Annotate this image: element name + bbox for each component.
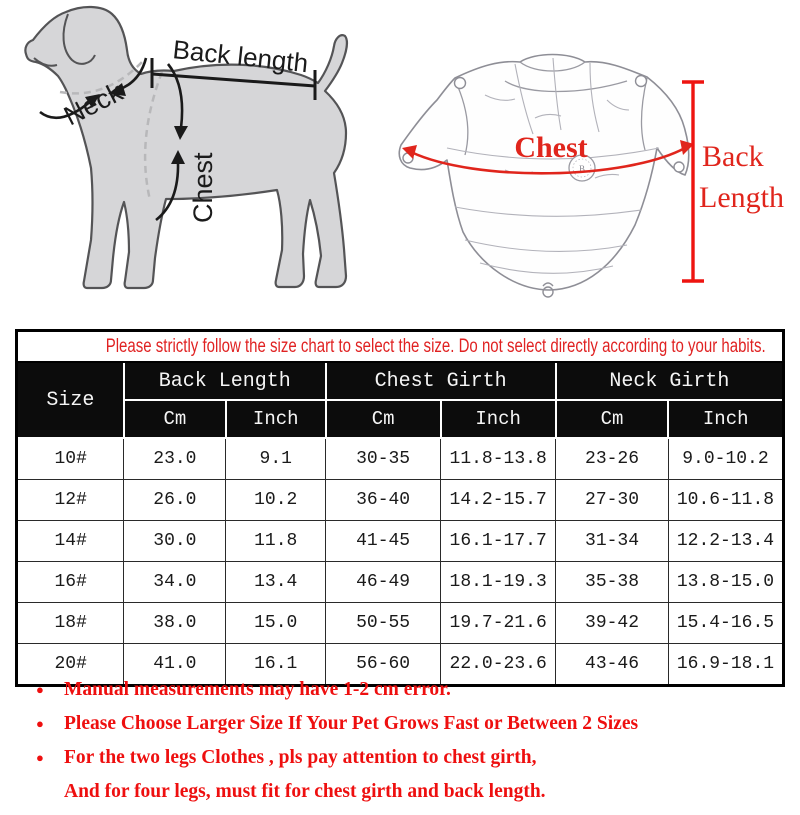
dog-neck-label: Neck xyxy=(59,76,128,132)
measurement-figures xyxy=(0,0,800,326)
unit-header: Inch xyxy=(668,400,783,438)
dog-back-length-label: Back length xyxy=(171,34,310,79)
note-text: For the two legs Clothes , pls pay attention to chest girth, xyxy=(64,747,537,768)
table-row xyxy=(17,438,784,480)
table-cell: 15.4-16.5 xyxy=(668,603,783,644)
table-cell: 38.0 xyxy=(124,603,226,644)
table-cell: 11.8 xyxy=(226,521,326,562)
table-cell: 34.0 xyxy=(124,562,226,603)
jacket-back-label-line1: Back xyxy=(702,140,764,173)
table-cell: 41.0 xyxy=(124,644,226,686)
note-item xyxy=(36,713,776,734)
warning-banner xyxy=(17,331,784,363)
size-chart-table xyxy=(15,329,785,687)
table-cell: 43-46 xyxy=(556,644,669,686)
bullet-icon: ● xyxy=(36,716,44,731)
jacket-back-label-line2: Length xyxy=(699,181,784,214)
table-cell: 18.1-19.3 xyxy=(441,562,556,603)
unit-header: Cm xyxy=(124,400,226,438)
chest-girth-group-header: Chest Girth xyxy=(326,362,556,400)
table-cell: 23.0 xyxy=(124,438,226,480)
note-item xyxy=(36,747,776,768)
size-cell: 12# xyxy=(17,480,124,521)
warning-text: Please strictly follow the size chart to select the size. Do not select directly according to your habits. xyxy=(105,335,766,357)
table-cell: 15.0 xyxy=(226,603,326,644)
warning-row xyxy=(17,331,784,363)
table-cell: 19.7-21.6 xyxy=(441,603,556,644)
table-cell: 9.0-10.2 xyxy=(668,438,783,480)
table-cell: 13.4 xyxy=(226,562,326,603)
neck-girth-group-header: Neck Girth xyxy=(556,362,784,400)
table-cell: 26.0 xyxy=(124,480,226,521)
dog-chest-label: Chest xyxy=(188,152,218,223)
table-cell: 10.6-11.8 xyxy=(668,480,783,521)
unit-header: Cm xyxy=(326,400,441,438)
table-cell: 23-26 xyxy=(556,438,669,480)
size-cell: 14# xyxy=(17,521,124,562)
size-column-header: Size xyxy=(17,362,124,438)
table-cell: 22.0-23.6 xyxy=(441,644,556,686)
table-cell: 9.1 xyxy=(226,438,326,480)
table-cell: 36-40 xyxy=(326,480,441,521)
table-cell: 31-34 xyxy=(556,521,669,562)
unit-header: Inch xyxy=(226,400,326,438)
unit-header: Inch xyxy=(441,400,556,438)
note-text: Please Choose Larger Size If Your Pet Grows Fast or Between 2 Sizes xyxy=(64,713,639,734)
table-cell: 16.9-18.1 xyxy=(668,644,783,686)
table-row xyxy=(17,603,784,644)
note-text: And for four legs, must fit for chest girth and back length. xyxy=(64,781,546,802)
header-group-row xyxy=(17,362,784,400)
table-cell: 35-38 xyxy=(556,562,669,603)
table-cell: 50-55 xyxy=(326,603,441,644)
header-units-row xyxy=(17,400,784,438)
table-cell: 14.2-15.7 xyxy=(441,480,556,521)
size-cell: 20# xyxy=(17,644,124,686)
note-item xyxy=(36,679,776,700)
table-cell: 16.1 xyxy=(226,644,326,686)
table-cell: 16.1-17.7 xyxy=(441,521,556,562)
size-cell: 10# xyxy=(17,438,124,480)
jacket-badge-letter: B xyxy=(578,164,586,174)
unit-header: Cm xyxy=(556,400,669,438)
notes-section xyxy=(36,679,776,815)
jacket-chest-label: Chest xyxy=(514,131,588,164)
note-item-continuation xyxy=(36,781,776,802)
table-cell: 39-42 xyxy=(556,603,669,644)
table-cell: 12.2-13.4 xyxy=(668,521,783,562)
table-cell: 27-30 xyxy=(556,480,669,521)
bullet-icon: ● xyxy=(36,682,44,697)
jacket-measurement-diagram xyxy=(385,0,800,326)
table-cell: 30-35 xyxy=(326,438,441,480)
back-length-group-header: Back Length xyxy=(124,362,326,400)
bullet-icon: ● xyxy=(36,750,44,765)
size-cell: 18# xyxy=(17,603,124,644)
table-cell: 11.8-13.8 xyxy=(441,438,556,480)
table-cell: 13.8-15.0 xyxy=(668,562,783,603)
table-cell: 56-60 xyxy=(326,644,441,686)
note-text: Manual measurements may have 1-2 cm error. xyxy=(64,679,451,700)
table-row xyxy=(17,521,784,562)
table-row xyxy=(17,562,784,603)
table-cell: 10.2 xyxy=(226,480,326,521)
dog-measurement-diagram xyxy=(0,0,400,326)
table-row xyxy=(17,480,784,521)
table-cell: 30.0 xyxy=(124,521,226,562)
size-cell: 16# xyxy=(17,562,124,603)
table-cell: 41-45 xyxy=(326,521,441,562)
table-cell: 46-49 xyxy=(326,562,441,603)
